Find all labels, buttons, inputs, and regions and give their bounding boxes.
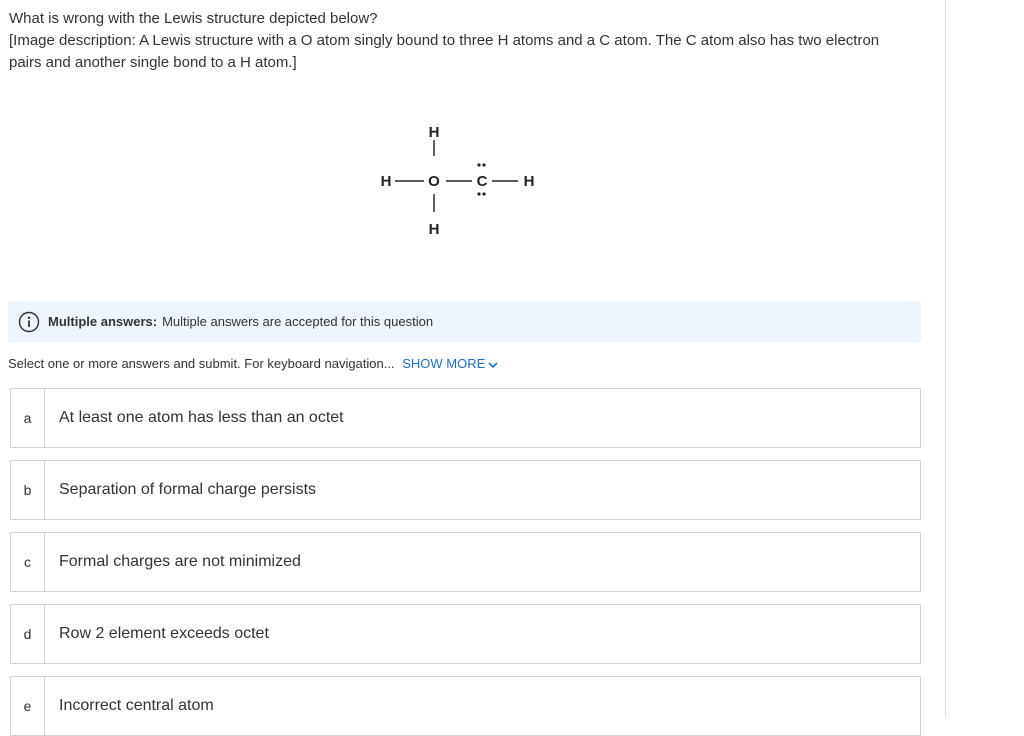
option-a[interactable] xyxy=(10,388,921,448)
lone-pair-dot xyxy=(482,163,485,166)
lone-pair-dot xyxy=(482,192,485,195)
option-letter: b xyxy=(11,461,45,519)
info-icon xyxy=(18,311,40,333)
option-text: Incorrect central atom xyxy=(59,697,214,714)
info-text: Multiple answers are accepted for this question xyxy=(162,314,434,329)
option-text: Formal charges are not minimized xyxy=(59,553,301,570)
image-description: [Image description: A Lewis structure with a O atom singly bound to three H atoms and a C atom. The C atom also has two electron pairs and another single bond to a H atom.] xyxy=(9,32,880,71)
option-text: Row 2 element exceeds octet xyxy=(59,625,269,642)
chevron-down-icon xyxy=(487,361,499,369)
question-text xyxy=(9,8,909,74)
option-letter: a xyxy=(11,389,45,447)
info-label: Multiple answers: xyxy=(48,314,158,329)
show-more-label: SHOW MORE xyxy=(402,356,486,371)
instructions xyxy=(8,356,499,371)
option-text: At least one atom has less than an octet xyxy=(59,409,344,426)
option-c[interactable] xyxy=(10,532,921,592)
option-d[interactable] xyxy=(10,604,921,664)
option-letter: e xyxy=(11,677,45,735)
atom-h-left: H xyxy=(380,173,392,190)
atom-o: O xyxy=(428,173,440,190)
atom-c: C xyxy=(476,173,488,190)
question-prompt: What is wrong with the Lewis structure depicted below? xyxy=(9,10,378,27)
multiple-answers-banner xyxy=(8,301,921,342)
atom-h-top: H xyxy=(428,124,440,141)
option-e[interactable] xyxy=(10,676,921,736)
option-text: Separation of formal charge persists xyxy=(59,481,317,498)
option-letter: c xyxy=(11,533,45,591)
atom-h-bottom: H xyxy=(428,221,440,238)
lone-pair-dot xyxy=(477,192,480,195)
atom-h-right: H xyxy=(523,173,535,190)
instructions-text: Select one or more answers and submit. For keyboard navigation... xyxy=(8,356,395,371)
show-more-link[interactable] xyxy=(402,356,499,371)
lewis-structure xyxy=(370,118,550,248)
lone-pair-dot xyxy=(477,163,480,166)
option-letter: d xyxy=(11,605,45,663)
option-b[interactable] xyxy=(10,460,921,520)
